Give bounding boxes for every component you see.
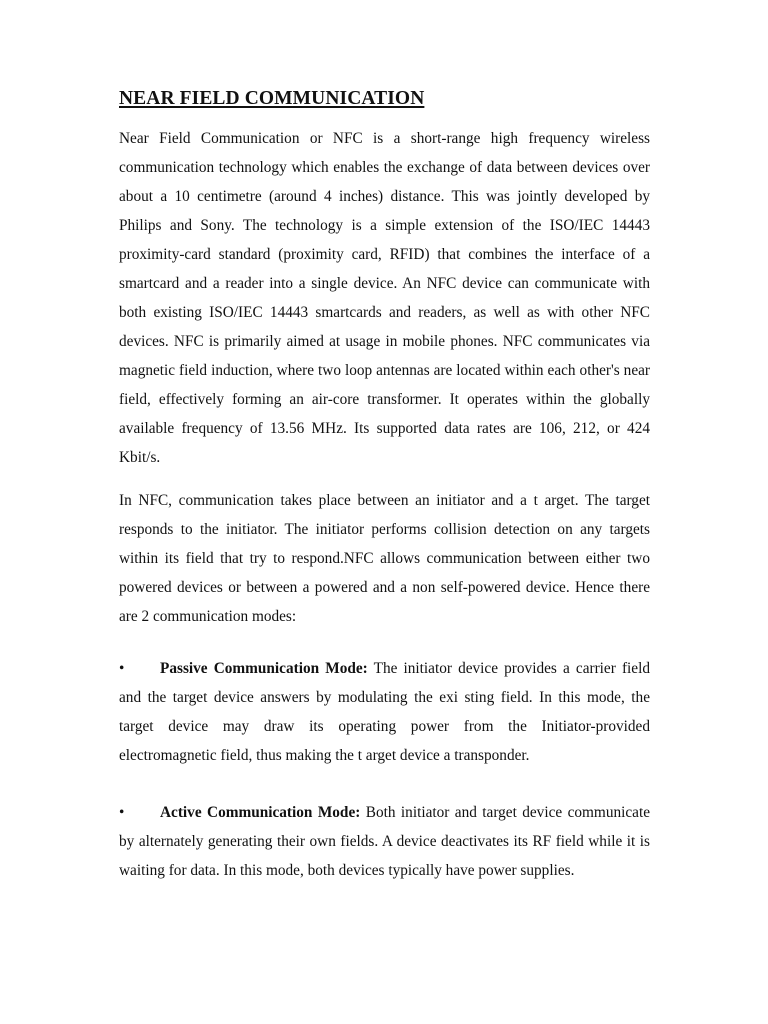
bullet-item-active-mode (119, 798, 650, 885)
paragraph-intro: Near Field Communication or NFC is a short-range high frequency wireless communication technology which enables the exchange of data between devices over about a 10 centimetre (around 4 inches) distance. This was jointly developed by Philips and Sony. The technology is a simple extension of the ISO/IEC 14443 proximity-card standard (proximity card, RFID) that combines the interface of a smartcard and a reader into a single device. An NFC device can communicate with both existing ISO/IEC 14443 smartcards and readers, as well as with other NFC devices. NFC is primarily aimed at usage in mobile phones. NFC communicates via magnetic field induction, where two loop antennas are located within each other's near field, effectively forming an air-core transformer. It operates within the globally available frequency of 13.56 MHz. Its supported data rates are 106, 212, or 424 Kbit/s. (119, 130, 650, 466)
bullet-lead-passive: Passive Communication Mode: (160, 660, 368, 677)
paragraph-communication: In NFC, communication takes place between an initiator and a t arget. The target responds to the initiator. The initiator performs collision detection on any targets within its field that try to respond.NFC allows communication between either two powered devices or between a powered and a non self-powered device. Hence there are 2 communication modes: (119, 492, 650, 625)
document-title: NEAR FIELD COMMUNICATION (119, 88, 425, 109)
document-page (119, 86, 650, 885)
bullet-lead-active: Active Communication Mode: (160, 804, 361, 821)
bullet-icon: • (119, 660, 125, 677)
bullet-text-active: Both initiator and target device communicate by alternately generating their own fields. A device deactivates its RF field while it is waiting for data. In this mode, both devices typically have power supplies. (119, 804, 650, 879)
bullet-text-passive: The initiator device provides a carrier field and the target device answers by modulating the exi sting field. In this mode, the target device may draw its operating power from the Initiator-provided electromagnetic field, thus making the t arget device a transponder. (119, 660, 650, 764)
bullet-icon: • (119, 804, 125, 821)
bullet-item-passive-mode (119, 654, 650, 770)
